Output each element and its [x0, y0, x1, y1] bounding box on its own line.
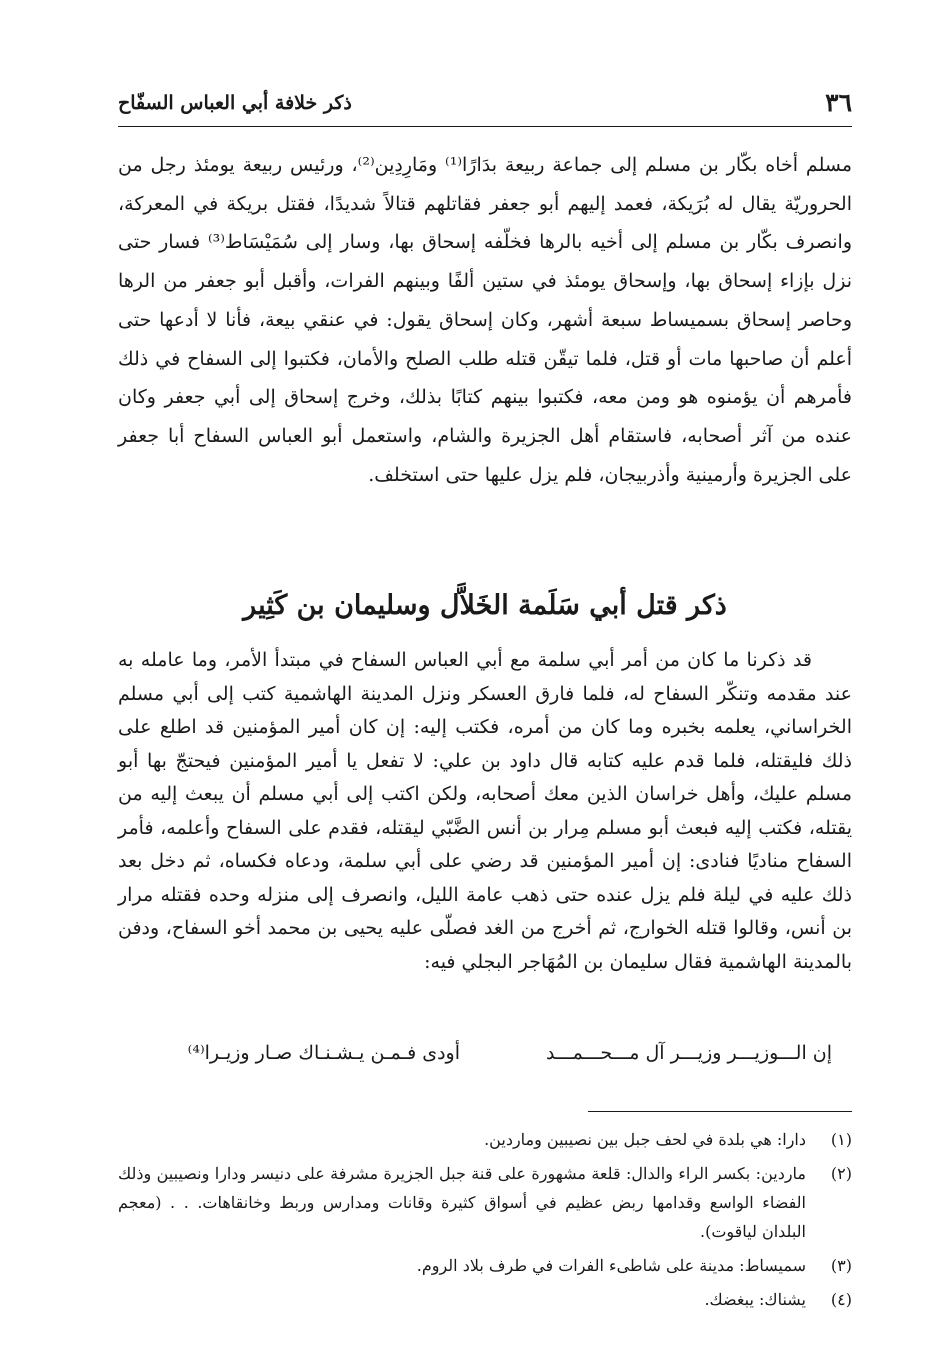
- running-head: [118, 88, 852, 122]
- footnote-separator: [588, 1111, 852, 1112]
- footnote-1: [118, 1125, 852, 1154]
- footnote-text: سميساط: مدينة على شاطىء الفرات في طرف بلاد الروم.: [416, 1256, 806, 1275]
- footnote-text: دارا: هي بلدة في لحف جبل بين نصيبين وماردين.: [484, 1130, 806, 1149]
- footnote-3: [118, 1251, 852, 1280]
- running-title: ذكر خلافة أبي العباس السفّاح: [118, 92, 352, 114]
- footnote-number: (٤): [830, 1290, 852, 1309]
- footnote-number: (٢): [830, 1164, 852, 1183]
- page-number: ٣٦: [825, 88, 852, 117]
- body-paragraph-1: مسلم أخاه بكّار بن مسلم إلى جماعة ربيعة بدَارًا⁽¹⁾ ومَارِدِين⁽²⁾، ورئيس ربيعة يومئذ رجل من الحروريّة يقال له بُرَيكة، فعمد إليهم أبو جعفر فقاتلهم قتالاً شديدًا، فقتل بريكة في المعركة، وانصرف بكّار بن مسلم إلى أخيه بالرها فخلّفه إسحاق بها، وسار إلى سُمَيْسَاط⁽³⁾ فسار حتى نزل بإزاء إسحاق بها، وإسحاق يومئذ في ستين ألفًا وبينهم الفرات، وأقبل أبو جعفر من الرها وحاصر إسحاق بسميساط سبعة أشهر، وكان إسحاق يقول: في عنقي بيعة، فأنا لا أدعها حتى أعلم أن صاحبها مات أو قتل، فلما تيقّن قتله طلب الصلح والأمان، فكتبوا إلى السفاح في ذلك فأمرهم أن يؤمنوه هو ومن معه، فكتبوا بينهم كتابًا بذلك، وخرج إسحاق إلى أبي جعفر وكان عنده من آثر أصحابه، فاستقام أهل الجزيرة والشام، واستعمل أبو العباس السفاح أبا جعفر على الجزيرة وأرمينية وأذربيجان، فلم يزل عليها حتى استخلف.: [118, 154, 852, 486]
- poem-verse: [118, 1035, 852, 1071]
- header-rule: [118, 126, 852, 127]
- footnote-number: (٣): [830, 1256, 852, 1275]
- footnote-text: ماردين: بكسر الراء والدال: قلعة مشهورة على قنة جبل الجزيرة مشرفة على دنيسر ودارا ونصيبين وذلك الفضاء الواسع وقدامها ربض عظيم في أسواق كثيرة وقانات ومدارس وربط وخانقاهات. . . (معجم البلدان لياقوت).: [118, 1164, 806, 1241]
- verse-second-hemistich: أودى فـمـن يـشـنـاك صـار وزيـرا⁽⁴⁾: [187, 1042, 460, 1064]
- body-paragraph-2: قد ذكرنا ما كان من أمر أبي سلمة مع أبي العباس السفاح في مبتدأ الأمر، وما عامله به عند مقدمه وتنكّر السفاح له، فلما فارق العسكر ونزل المدينة الهاشمية كتب إلى أبي مسلم الخراساني، يعلمه بخبره وما كان من أمره، فكتب إليه: إن كان أمير المؤمنين قد اطلع على ذلك فليقتله، فلما قدم عليه كتابه قال داود بن علي: لا تفعل يا أمير المؤمنين فيحتجّ بها أبو مسلم عليك، وأهل خراسان الذين معك أصحابه، ولكن اكتب إلى أبي مسلم أن يبعث إليه من يقتله، فكتب إليه فبعث أبو مسلم مِرار بن أنس الضَّبّي ليقتله، فقدم على السفاح وأعلمه، فأمر السفاح مناديًا فنادى: إن أمير المؤمنين قد رضي على أبي سلمة، ودعاه فكساه، ثم دخل بعد ذلك عليه في ليلة فلم يزل عنده حتى ذهب عامة الليل، وانصرف إلى منزله وحده فقتله مرار بن أنس، وقالوا قتله الخوارج، ثم أخرج من الغد فصلّى عليه يحيى بن محمد أخو السفاح، ودفن بالمدينة الهاشمية فقال سليمان بن المُهَاجر البجلي فيه:: [118, 649, 852, 973]
- footnote-4: [118, 1285, 852, 1314]
- footnote-text: يشناك: يبغضك.: [704, 1290, 806, 1309]
- footnote-number: (١): [830, 1130, 852, 1149]
- section-heading: ذكر قتل أبي سَلَمة الخَلاَّل وسليمان بن كَثِير: [243, 590, 727, 621]
- verse-first-hemistich: إن الـــوزيـــر وزيـــر آل مـــحـــمـــد: [545, 1042, 832, 1064]
- footnotes: [118, 1125, 852, 1319]
- footnote-2: [118, 1159, 852, 1246]
